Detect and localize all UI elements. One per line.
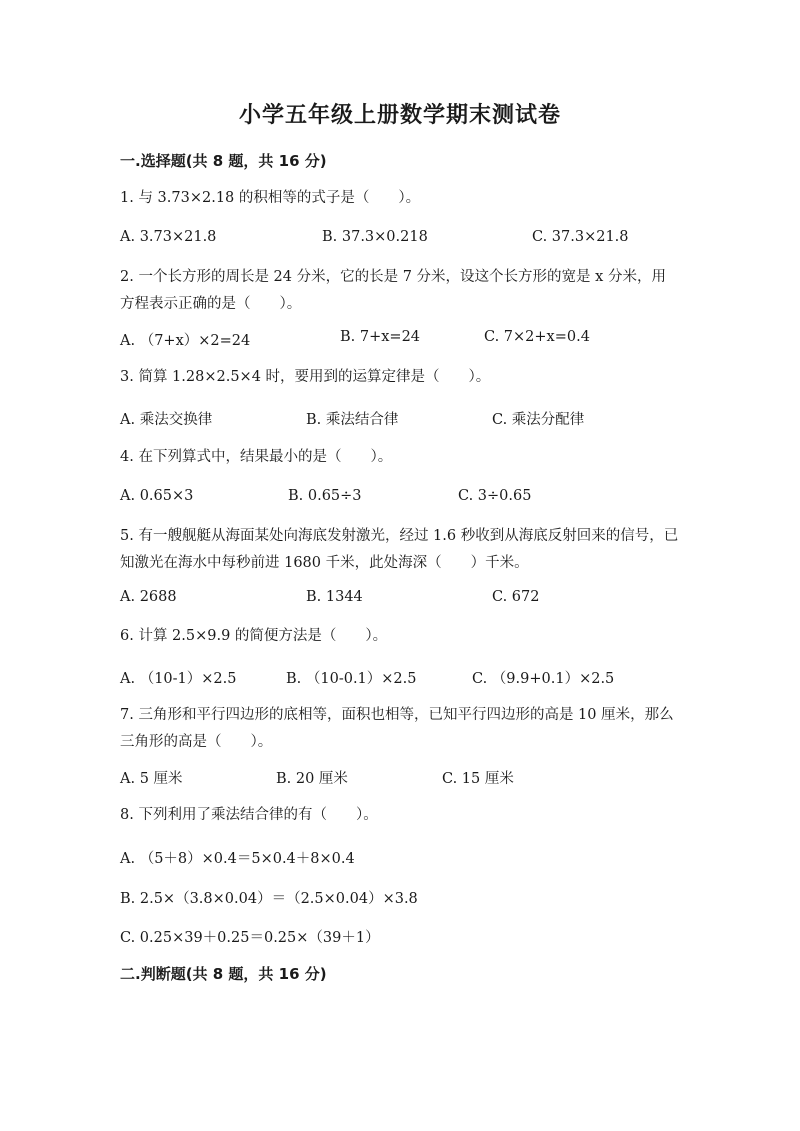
question-2-option-c[interactable]: C. 7×2+x=0.4 [484,329,590,345]
question-5-option-b[interactable]: B. 1344 [306,589,363,605]
section-heading-multiple-choice: 一.选择题(共 8 题，共 16 分) [120,152,327,170]
question-3-option-a[interactable]: A. 乘法交换律 [120,412,213,428]
question-7-option-c[interactable]: C. 15 厘米 [442,771,514,787]
question-6-option-b[interactable]: B. （10-0.1）×2.5 [286,671,417,687]
question-3-text: 3. 简算 1.28×2.5×4 时，要用到的运算定律是（ ）。 [120,369,491,385]
question-8-text: 8. 下列利用了乘法结合律的有（ ）。 [120,807,378,823]
question-7-options [120,767,700,789]
question-4-text: 4. 在下列算式中，结果最小的是（ ）。 [120,449,393,465]
question-1-option-a[interactable]: A. 3.73×21.8 [120,229,217,245]
question-3-option-b[interactable]: B. 乘法结合律 [306,412,399,428]
question-4-option-b[interactable]: B. 0.65÷3 [288,488,362,504]
question-1-text: 1. 与 3.73×2.18 的积相等的式子是（ ）。 [120,190,421,206]
question-3-option-c[interactable]: C. 乘法分配律 [492,412,585,428]
question-4-option-a[interactable]: A. 0.65×3 [120,488,194,504]
question-6-option-c[interactable]: C. （9.9+0.1）×2.5 [472,671,615,687]
question-1-option-c[interactable]: C. 37.3×21.8 [532,229,629,245]
question-2-option-b[interactable]: B. 7+x=24 [340,329,421,345]
question-8-option-a[interactable]: A. （5＋8）×0.4＝5×0.4＋8×0.4 [120,851,355,867]
question-4-options [120,488,700,510]
question-3-options [120,408,700,430]
question-6-options [120,667,700,689]
question-5-option-c[interactable]: C. 672 [492,589,540,605]
page-title: 小学五年级上册数学期末测试卷 [238,103,561,128]
section-heading-true-false: 二.判断题(共 8 题，共 16 分) [120,965,327,983]
question-1-options [120,229,700,251]
question-1-option-b[interactable]: B. 37.3×0.218 [322,229,428,245]
question-7-text: 7. 三角形和平行四边形的底相等，面积也相等，已知平行四边形的高是 10 厘米，那么三角形的高是（ ）。 [120,707,674,750]
question-2-text: 2. 一个长方形的周长是 24 分米，它的长是 7 分米，设这个长方形的宽是 x 分米，用方程表示正确的是（ ）。 [120,269,666,312]
question-8-option-b[interactable]: B. 2.5×（3.8×0.04）＝（2.5×0.04）×3.8 [120,891,418,907]
question-6-text: 6. 计算 2.5×9.9 的简便方法是（ ）。 [120,628,388,644]
question-5-options [120,589,700,611]
question-7-option-b[interactable]: B. 20 厘米 [276,771,348,787]
question-6-option-a[interactable]: A. （10-1）×2.5 [120,671,237,687]
question-7-option-a[interactable]: A. 5 厘米 [120,771,183,787]
question-5-option-a[interactable]: A. 2688 [120,589,177,605]
question-2-options [120,329,700,351]
question-4-option-c[interactable]: C. 3÷0.65 [458,488,532,504]
question-2-option-a[interactable]: A. （7+x）×2=24 [120,333,251,349]
question-8-option-c[interactable]: C. 0.25×39＋0.25＝0.25×（39＋1） [120,930,380,946]
question-5-text: 5. 有一艘舰艇从海面某处向海底发射激光，经过 1.6 秒收到从海底反射回来的信号，已知激光在海水中每秒前进 1680 千米，此处海深（ ）千米。 [120,528,679,571]
